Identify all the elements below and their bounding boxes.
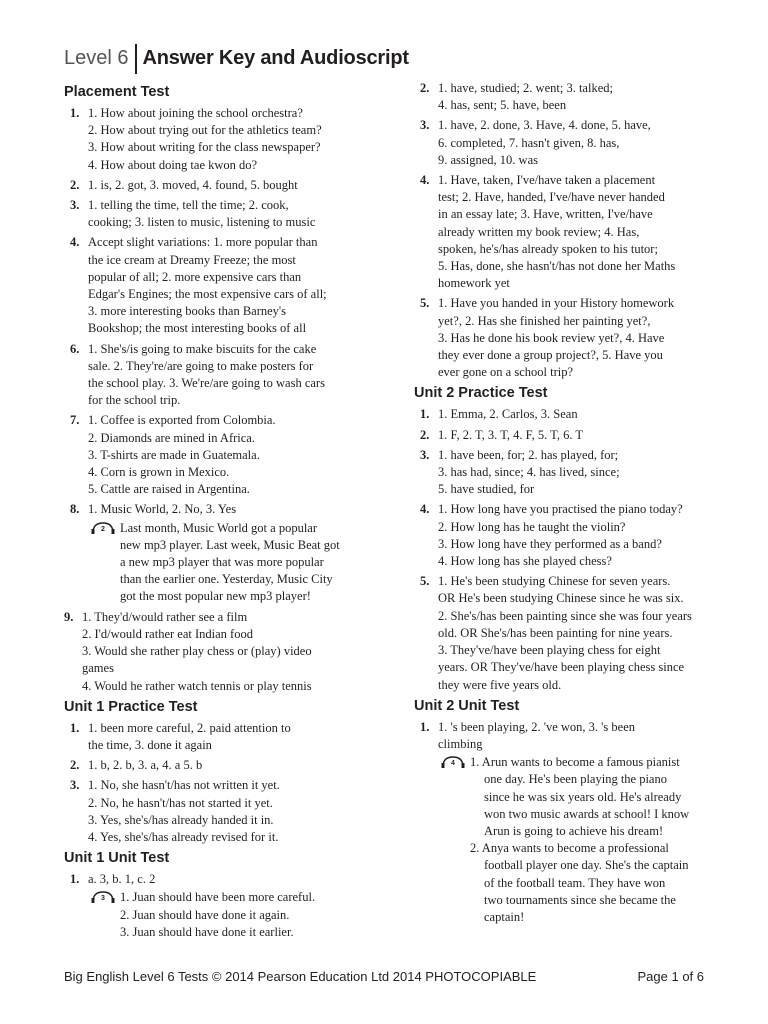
- answer-line: 1. Have, taken, I've/have taken a placement: [438, 173, 656, 188]
- question-number: 3.: [420, 447, 430, 462]
- answer-line: years. OR They've/have been playing chess since: [438, 660, 685, 675]
- audio-line: football player one day. She's the captain: [484, 858, 689, 873]
- answer-line: 2. No, he hasn't/has not started it yet.: [88, 795, 273, 810]
- question-number: 2.: [420, 427, 430, 442]
- answer-line: already written my book review; 4. Has,: [438, 224, 640, 239]
- question-item: [414, 719, 714, 926]
- question-number: 4.: [420, 173, 430, 188]
- audioscript: [88, 520, 354, 606]
- question-item: [64, 412, 354, 498]
- answer-line: 1. How long have you practised the piano today?: [438, 502, 683, 517]
- question-number: 2.: [420, 81, 430, 95]
- answer-line: climbing: [438, 736, 483, 751]
- question-number: 6.: [70, 341, 80, 356]
- question-item: [414, 295, 714, 381]
- question-item: [64, 609, 354, 695]
- answer-line: 3. Would she rather play chess or (play) video: [82, 644, 312, 659]
- answer-line: 1. is, 2. got, 3. moved, 4. found, 5. bought: [88, 177, 298, 192]
- question-number: 3.: [420, 118, 430, 133]
- answer-line: 3. Has he done his book review yet?, 4. Have: [438, 330, 665, 345]
- track-number: 2: [101, 525, 105, 533]
- headphones-icon: [90, 521, 116, 535]
- answer-line: 1. Have you handed in your History homework: [438, 296, 675, 311]
- section-heading: Placement Test: [64, 84, 170, 100]
- question-item: [64, 501, 354, 605]
- question-item: [414, 80, 714, 114]
- question-item: [64, 777, 354, 846]
- question-number: 2.: [70, 758, 80, 773]
- question-number: 7.: [70, 413, 80, 428]
- question-number: 5.: [420, 574, 430, 589]
- audioscript: [88, 889, 354, 941]
- question-number: 9.: [64, 609, 74, 624]
- audio-line: one day. He's been playing the piano: [484, 772, 667, 787]
- right-column: [414, 80, 714, 929]
- answer-line: 4. Yes, she's/has already revised for it.: [88, 829, 279, 844]
- answer-line: 1. She's/is going to make biscuits for the cake: [88, 341, 317, 356]
- answer-line: the time, 3. done it again: [88, 737, 212, 752]
- audio-line: 2. Anya wants to become a professional: [470, 841, 669, 856]
- answer-line: 5. have studied, for: [438, 482, 535, 497]
- answer-line: 2. She's/has been painting since she was four years: [438, 608, 692, 623]
- answer-line: sale. 2. They're/are going to make posters for: [88, 358, 314, 373]
- question-number: 4.: [420, 502, 430, 517]
- answer-line: Bookshop; the most interesting books of all: [88, 321, 307, 336]
- answer-line: 9. assigned, 10. was: [438, 152, 538, 167]
- question-number: 8.: [70, 502, 80, 517]
- audio-line: new mp3 player. Last week, Music Beat got: [120, 537, 340, 552]
- answer-line: cooking; 3. listen to music, listening to music: [88, 215, 316, 230]
- audioscript: [438, 754, 714, 926]
- question-number: 4.: [70, 235, 80, 250]
- answer-line: 3. T-shirts are made in Guatemala.: [88, 447, 260, 462]
- page-footer: [64, 968, 704, 985]
- answer-line: 1. b, 2. b, 3. a, 4. a 5. b: [88, 758, 203, 773]
- answer-line: 4. Would he rather watch tennis or play tennis: [82, 678, 312, 693]
- question-number: 2.: [70, 177, 80, 192]
- answer-line: the school play. 3. We're/are going to wash cars: [88, 376, 325, 391]
- answer-line: 1. He's been studying Chinese for seven years.: [438, 574, 671, 589]
- track-number: 3: [101, 895, 105, 903]
- answer-line: test; 2. Have, handed, I've/have never handed: [438, 190, 665, 205]
- audio-line: two tournaments since she became the: [484, 892, 676, 907]
- answer-line: popular of all; 2. more expensive cars than: [88, 269, 302, 284]
- audio-line: of the football team. They have won: [484, 875, 666, 890]
- answer-line: 1. No, she hasn't/has not written it yet.: [88, 778, 280, 793]
- question-item: [64, 177, 354, 194]
- answer-line: 4. Corn is grown in Mexico.: [88, 465, 230, 480]
- level-label: Level 6: [64, 47, 129, 70]
- answer-line: 1. How about joining the school orchestra?: [88, 106, 303, 120]
- section-heading: Unit 1 Practice Test: [64, 698, 198, 715]
- question-number: 1.: [70, 872, 80, 887]
- answer-line: 3. has had, since; 4. has lived, since;: [438, 465, 620, 480]
- audio-line: captain!: [484, 909, 525, 924]
- question-item: [414, 427, 714, 444]
- copyright-notice: Big English Level 6 Tests © 2014 Pearson Education Ltd 2014 PHOTOCOPIABLE: [64, 969, 537, 984]
- answer-line: a. 3, b. 1, c. 2: [88, 872, 156, 887]
- answer-line: 6. completed, 7. hasn't given, 8. has,: [438, 135, 620, 150]
- question-item: [414, 501, 714, 570]
- answer-line: homework yet: [438, 276, 510, 291]
- question-item: [64, 871, 354, 941]
- answer-line: 3. more interesting books than Barney's: [88, 304, 287, 319]
- answer-line: 3. They've/have been playing chess for eight: [438, 643, 661, 658]
- answer-line: they were five years old.: [438, 677, 562, 692]
- answer-line: 2. How long has he taught the violin?: [438, 519, 626, 534]
- question-item: [64, 757, 354, 774]
- question-item: [414, 117, 714, 169]
- answer-line: 4. How about doing tae kwon do?: [88, 157, 258, 172]
- audio-line: a new mp3 player that was more popular: [120, 555, 324, 570]
- answer-line: Edgar's Engines; the most expensive cars of all;: [88, 287, 327, 302]
- question-number: 1.: [420, 407, 430, 422]
- answer-line: 4. has, sent; 5. have, been: [438, 98, 567, 113]
- question-item: [64, 197, 354, 231]
- answer-line: 1. F, 2. T, 3. T, 4. F, 5. T, 6. T: [438, 427, 584, 442]
- question-item: [64, 234, 354, 337]
- question-item: [64, 105, 354, 174]
- answer-line: 3. How about writing for the class newspaper?: [88, 140, 321, 155]
- audio-line: 2. Juan should have done it again.: [120, 907, 290, 922]
- question-number: 1.: [70, 106, 80, 120]
- answer-line: yet?, 2. Has she finished her painting yet?,: [438, 313, 651, 328]
- answer-line: ever gone on a school trip?: [438, 365, 574, 380]
- question-item: [414, 447, 714, 499]
- question-item: [64, 720, 354, 754]
- page-number: Page 1 of 6: [637, 969, 704, 984]
- question-number: 5.: [420, 296, 430, 311]
- answer-line: 1. Coffee is exported from Colombia.: [88, 413, 276, 428]
- answer-line: 1. Emma, 2. Carlos, 3. Sean: [438, 407, 578, 422]
- header-divider: [135, 44, 137, 74]
- audio-line: 1. Juan should have been more careful.: [120, 890, 316, 905]
- answer-line: for the school trip.: [88, 393, 181, 408]
- answer-line: in an essay late; 3. Have, written, I've/have: [438, 207, 653, 222]
- question-number: 1.: [420, 719, 430, 734]
- question-number: 3.: [70, 778, 80, 793]
- answer-line: 1. Music World, 2. No, 3. Yes: [88, 502, 237, 517]
- answer-line: 1. have been, for; 2. has played, for;: [438, 447, 619, 462]
- answer-line: 5. Cattle are raised in Argentina.: [88, 482, 250, 497]
- question-item: [64, 341, 354, 410]
- headphones-icon: [440, 755, 466, 769]
- section-heading: Unit 2 Unit Test: [414, 697, 520, 714]
- audio-line: than the earlier one. Yesterday, Music City: [120, 572, 333, 587]
- answer-line: games: [82, 661, 114, 676]
- audio-line: since he was six years old. He's already: [484, 789, 682, 804]
- answer-line: 4. How long has she played chess?: [438, 554, 612, 569]
- answer-line: the ice cream at Dreamy Freeze; the most: [88, 252, 296, 267]
- headphones-icon: [90, 890, 116, 904]
- question-item: [414, 406, 714, 423]
- question-item: [414, 573, 714, 693]
- answer-line: they ever done a group project?, 5. Have you: [438, 348, 663, 363]
- answer-line: 1. have, studied; 2. went; 3. talked;: [438, 81, 613, 95]
- section-heading: Unit 2 Practice Test: [414, 385, 548, 402]
- audio-line: got the most popular new mp3 player!: [120, 589, 311, 604]
- answer-line: 1. 's been playing, 2. 've won, 3. 's been: [438, 719, 635, 734]
- question-number: 3.: [70, 198, 80, 213]
- audio-line: won two music awards at school! I know: [484, 806, 690, 821]
- audio-line: Arun is going to achieve his dream!: [484, 823, 664, 838]
- answer-line: 2. Diamonds are mined in Africa.: [88, 430, 255, 445]
- page-title: Answer Key and Audioscript: [142, 47, 409, 70]
- page-header: [64, 44, 409, 74]
- answer-line: 1. They'd/would rather see a film: [82, 609, 248, 624]
- answer-line: Accept slight variations: 1. more popular than: [88, 235, 318, 250]
- audio-line: Last month, Music World got a popular: [120, 520, 318, 535]
- audio-line: 1. Arun wants to become a famous pianist: [470, 755, 680, 770]
- answer-line: 2. How about trying out for the athletics team?: [88, 123, 322, 138]
- answer-line: 2. I'd/would rather eat Indian food: [82, 626, 253, 641]
- answer-line: OR He's been studying Chinese since he was six.: [438, 591, 684, 606]
- answer-line: 3. How long have they performed as a band?: [438, 536, 662, 551]
- answer-line: 5. Has, done, she hasn't/has not done her Maths: [438, 259, 676, 274]
- answer-line: 3. Yes, she's/has already handed it in.: [88, 812, 274, 827]
- answer-line: 1. have, 2. done, 3. Have, 4. done, 5. have,: [438, 118, 651, 133]
- track-number: 4: [451, 760, 455, 768]
- answer-line: spoken, he's/has already spoken to his tutor;: [438, 241, 658, 256]
- answer-line: 1. been more careful, 2. paid attention to: [88, 720, 291, 735]
- answer-line: 1. telling the time, tell the time; 2. cook,: [88, 198, 289, 213]
- section-heading: Unit 1 Unit Test: [64, 850, 170, 867]
- answer-line: old. OR She's/has been painting for nine years.: [438, 625, 673, 640]
- question-item: [414, 172, 714, 292]
- left-column: [64, 80, 354, 944]
- audio-line: 3. Juan should have done it earlier.: [120, 924, 294, 939]
- question-number: 1.: [70, 720, 80, 735]
